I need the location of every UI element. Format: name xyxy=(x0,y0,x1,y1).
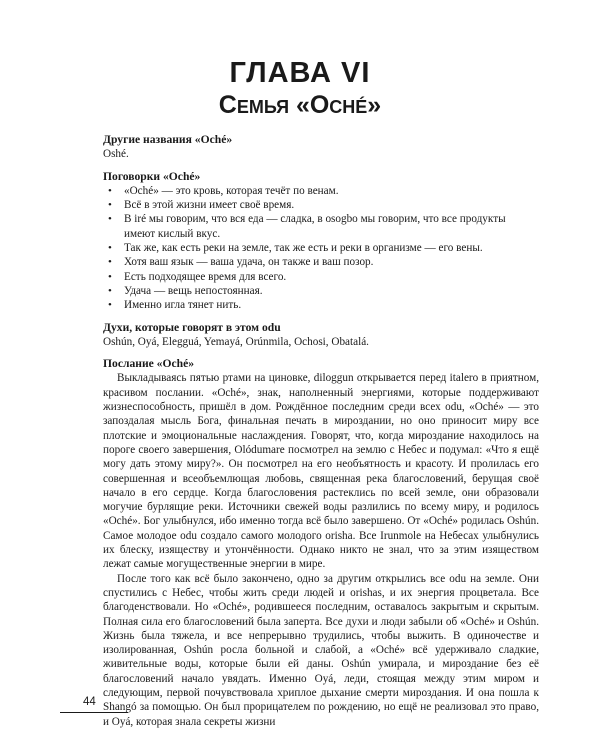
chapter-heading: ГЛАВА VI xyxy=(229,57,371,89)
message-section xyxy=(103,357,539,729)
other-names-section xyxy=(103,133,539,162)
list-item: • Есть подходящее время для всего. xyxy=(103,270,539,284)
other-names-text: Oshé. xyxy=(103,148,129,161)
message-paragraph: Выкладываясь пятью ртами на циновке, diloggun открывается перед italero в приятном, красивом послании. «Oché», знак, наполненный энергиями, которые поддерживают жизнеспособность, пришёл в дом. Рождённое последним среди всех odu, «Oché» — это запоздалая мысль Бога, финальная печать в мироздании, но оно приносит миру все плотские и эмоциональные наслаждения. Говорят, что, когда мироздание находилось на пороге своего завершения, Olódumare посмотрел на землю с Небес и подумал: «Что я ещё могу дать этому миру?». Он посмотрел на его необъятность и красоту. И пролилась его совершенная и всеобъемлющая любовь, священная река благословений, берущая своё начало в его сердце. Когда благословения растеклись по всей земле, они образовали могучие бурлящие реки. Источники свежей воды разлились по всему миру, и родилось «Oché». Бог улыбнулся, ибо именно тогда всё было завершено. От «Oché» родилась Oshún. Самое молодое odu создало самого молодого orisha. Все Irunmole на Небесах улыбнулись их блеску, изяществу и утончённости. Однако никто не знал, что за этим изяществом лежат самые могущественные энергии в мире. xyxy=(103,372,539,571)
message-heading: Послание «Oché» xyxy=(103,357,195,371)
spirits-text: Oshún, Oyá, Elegguá, Yemayá, Orúnmila, Ochosi, Obatalá. xyxy=(103,335,369,348)
message-paragraph: После того как всё было закончено, одно за другим открылись все odu на земле. Они спустились с Небес, чтобы жить среди людей и orishas, и их энергия процветала. Все благоденствовали. Но «Oché», родившееся последним, оставалось закрытым и скрытым. Полная сила его благословений была заперта. Все духи и люди забыли об «Oché» и Oshún. Жизнь была тяжела, и все непрерывно трудились, чтобы выжить. В одиночестве и изолированная, Oshún росла больной и слабой, а «Oché» всё удерживало сладкие, живительные воды, которые были ей даны. Oshún умирала, и мироздание без её благословений начало увядать. Именно Oyá, леди, стоящая между этим миром и следующим, первой почувствовала хриплое дыхание смерти мироздания. И она пошла к Shangó за помощью. Он был прорицателем по рождению, но ещё не реализовал это право, и Oyá, которая знала секреты жизни xyxy=(103,572,539,728)
spirits-heading: Духи, которые говорят в этом odu xyxy=(103,320,281,334)
list-item: • Всё в этой жизни имеет своё время. xyxy=(103,198,539,212)
page-content xyxy=(103,133,539,729)
list-item: • Так же, как есть реки на земле, так же есть и реки в организме — его вены. xyxy=(103,241,539,255)
footer-rule xyxy=(60,712,128,713)
chapter-subtitle: Семья «Oché» xyxy=(218,91,382,119)
list-item: • Удача — вещь непостоянная. xyxy=(103,284,539,298)
list-item: • Хотя ваш язык — ваша удача, он также и ваш позор. xyxy=(103,255,539,269)
sayings-section xyxy=(103,170,539,313)
sayings-heading: Поговорки «Oché» xyxy=(103,169,201,183)
other-names-heading: Другие названия «Oché» xyxy=(103,133,233,146)
spirits-section xyxy=(103,321,539,350)
list-item: • Именно игла тянет нить. xyxy=(103,298,539,312)
list-item: • «Oché» — это кровь, которая течёт по венам. xyxy=(103,184,539,198)
page-number: 44 xyxy=(83,696,96,708)
list-item: • В iré мы говорим, что вся еда — сладка, в osogbo мы говорим, что все продукты имеют кислый вкус. xyxy=(103,212,539,241)
sayings-list xyxy=(103,184,539,313)
